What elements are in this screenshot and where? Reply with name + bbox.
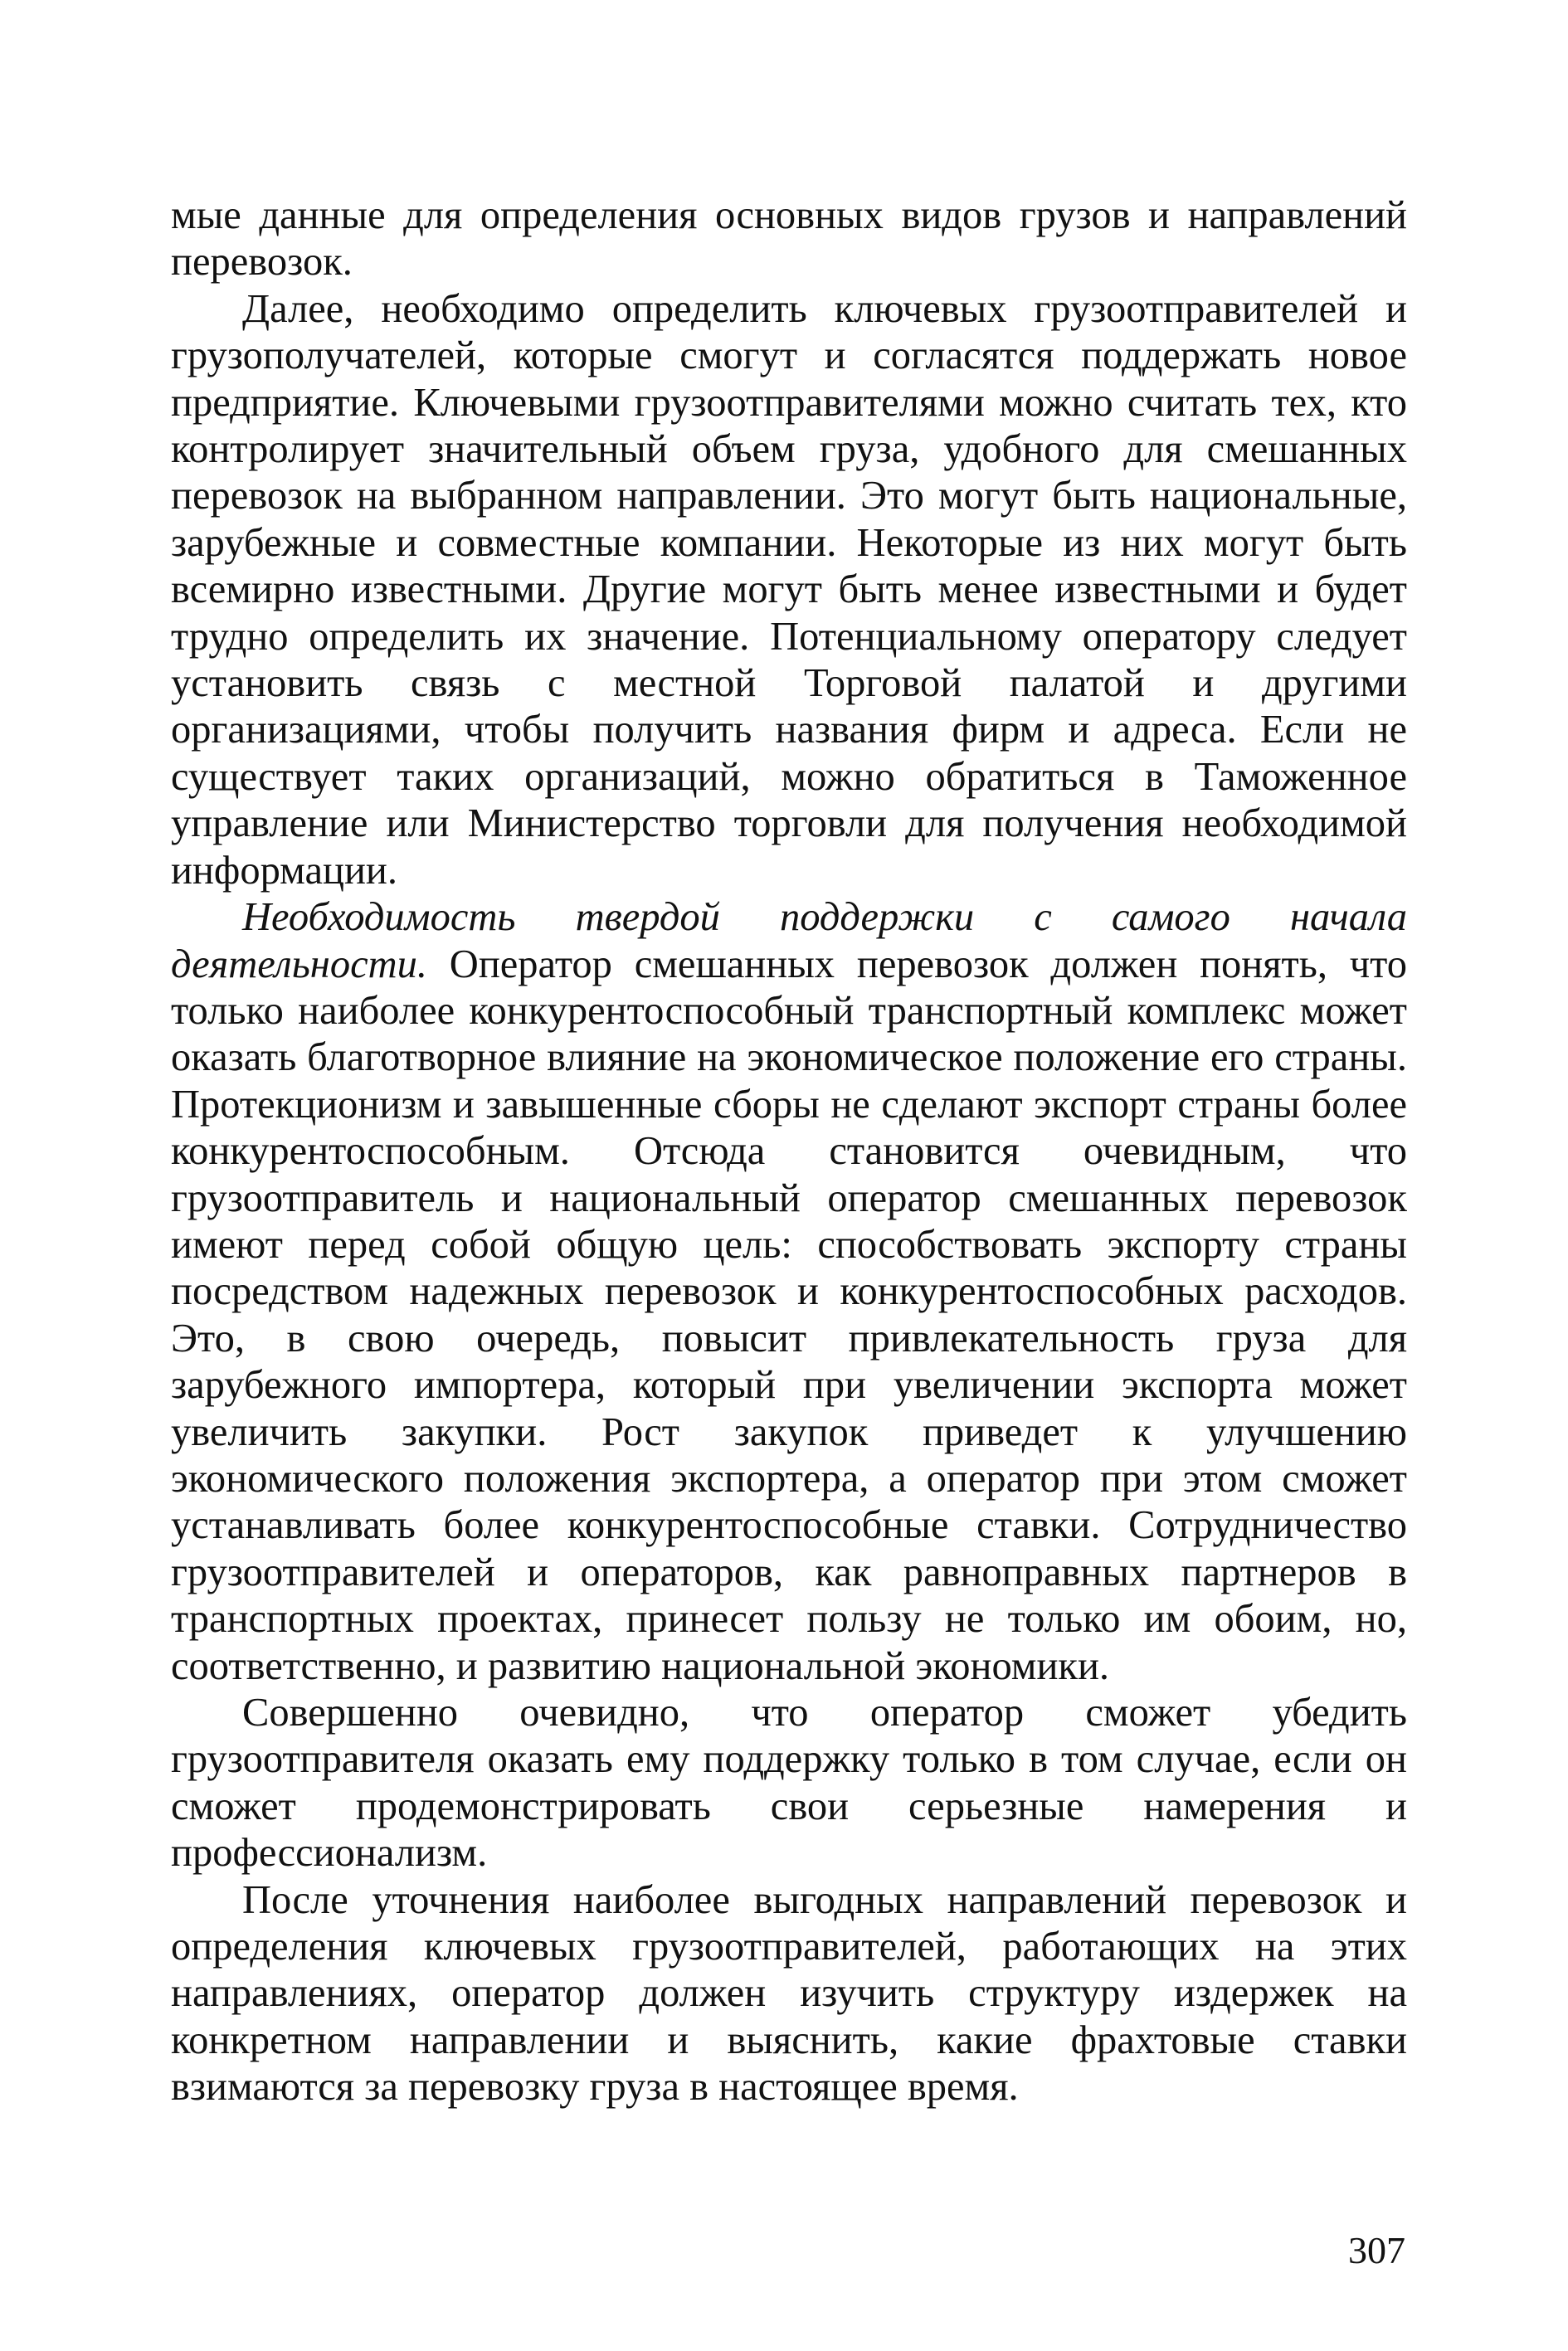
page-number: 307: [1348, 2229, 1405, 2271]
paragraph-key-shippers: Далее, необходимо определить ключевых грузоотправителей и грузополучателей, которые смогут и согласятся поддержать новое предприятие. Ключевыми грузоотправителями можно считать тех, кто контролирует значительный объем груза, удобного для смешанных перевозок на выбранном направлении. Это могут быть национальные, зарубежные и совместные компании. Некоторые из них могут быть всемирно известными. Другие могут быть менее известными и будет трудно определить их значение. Потенциальному оператору следует установить связь с местной Торговой палатой и другими организациями, чтобы получить названия фирм и адреса. Если не существует таких организаций, можно обратиться в Таможенное управление или Министерство торговли для получения необходимой информации.: [171, 286, 1407, 893]
paragraph-continuation: мые данные для определения основных видов грузов и направлений перевозок.: [171, 193, 1407, 285]
paragraph-convince-shipper: Совершенно очевидно, что оператор сможет убедить грузоотправителя оказать ему поддержку только в том случае, если он сможет продемонстрировать свои серьезные намерения и профессионализм.: [171, 1691, 1407, 1876]
paragraph-support-necessity: [171, 894, 1407, 1690]
paragraph-italic-heading: Необходимость твердой поддержки с самого начала деятельности.: [171, 895, 1407, 986]
paragraph-cost-structure: После уточнения наиболее выгодных направлений перевозок и определения ключевых грузоотправителей, работающих на этих направлениях, оператор должен изучить структуру издержек на конкретном направлении и выяснить, какие фрахтовые ставки взимаются за перевозку груза в настоящее время.: [171, 1877, 1407, 2110]
page-body: [171, 192, 1407, 2111]
paragraph-support-body: Оператор смешанных перевозок должен понять, что только наиболее конкурентоспособный транспортный комплекс может оказать благотворное влияние на экономическое положение его страны. Протекционизм и завышенные сборы не сделают экспорт страны более конкурентоспособным. Отсюда становится очевидным, что грузоотправитель и национальный оператор смешанных перевозок имеют перед собой общую цель: способствовать экспорту страны посредством надежных перевозок и конкурентоспособных расходов. Это, в свою очередь, повысит привлекательность груза для зарубежного импортера, который при увеличении экспорта может увеличить закупки. Рост закупок приведет к улучшению экономического положения экспортера, а оператор при этом сможет устанавливать более конкурентоспособные ставки. Сотрудничество грузоотправителей и операторов, как равноправных партнеров в транспортных проектах, принесет пользу не только им обоим, но, соответственно, и развитию национальной экономики.: [171, 942, 1407, 1688]
